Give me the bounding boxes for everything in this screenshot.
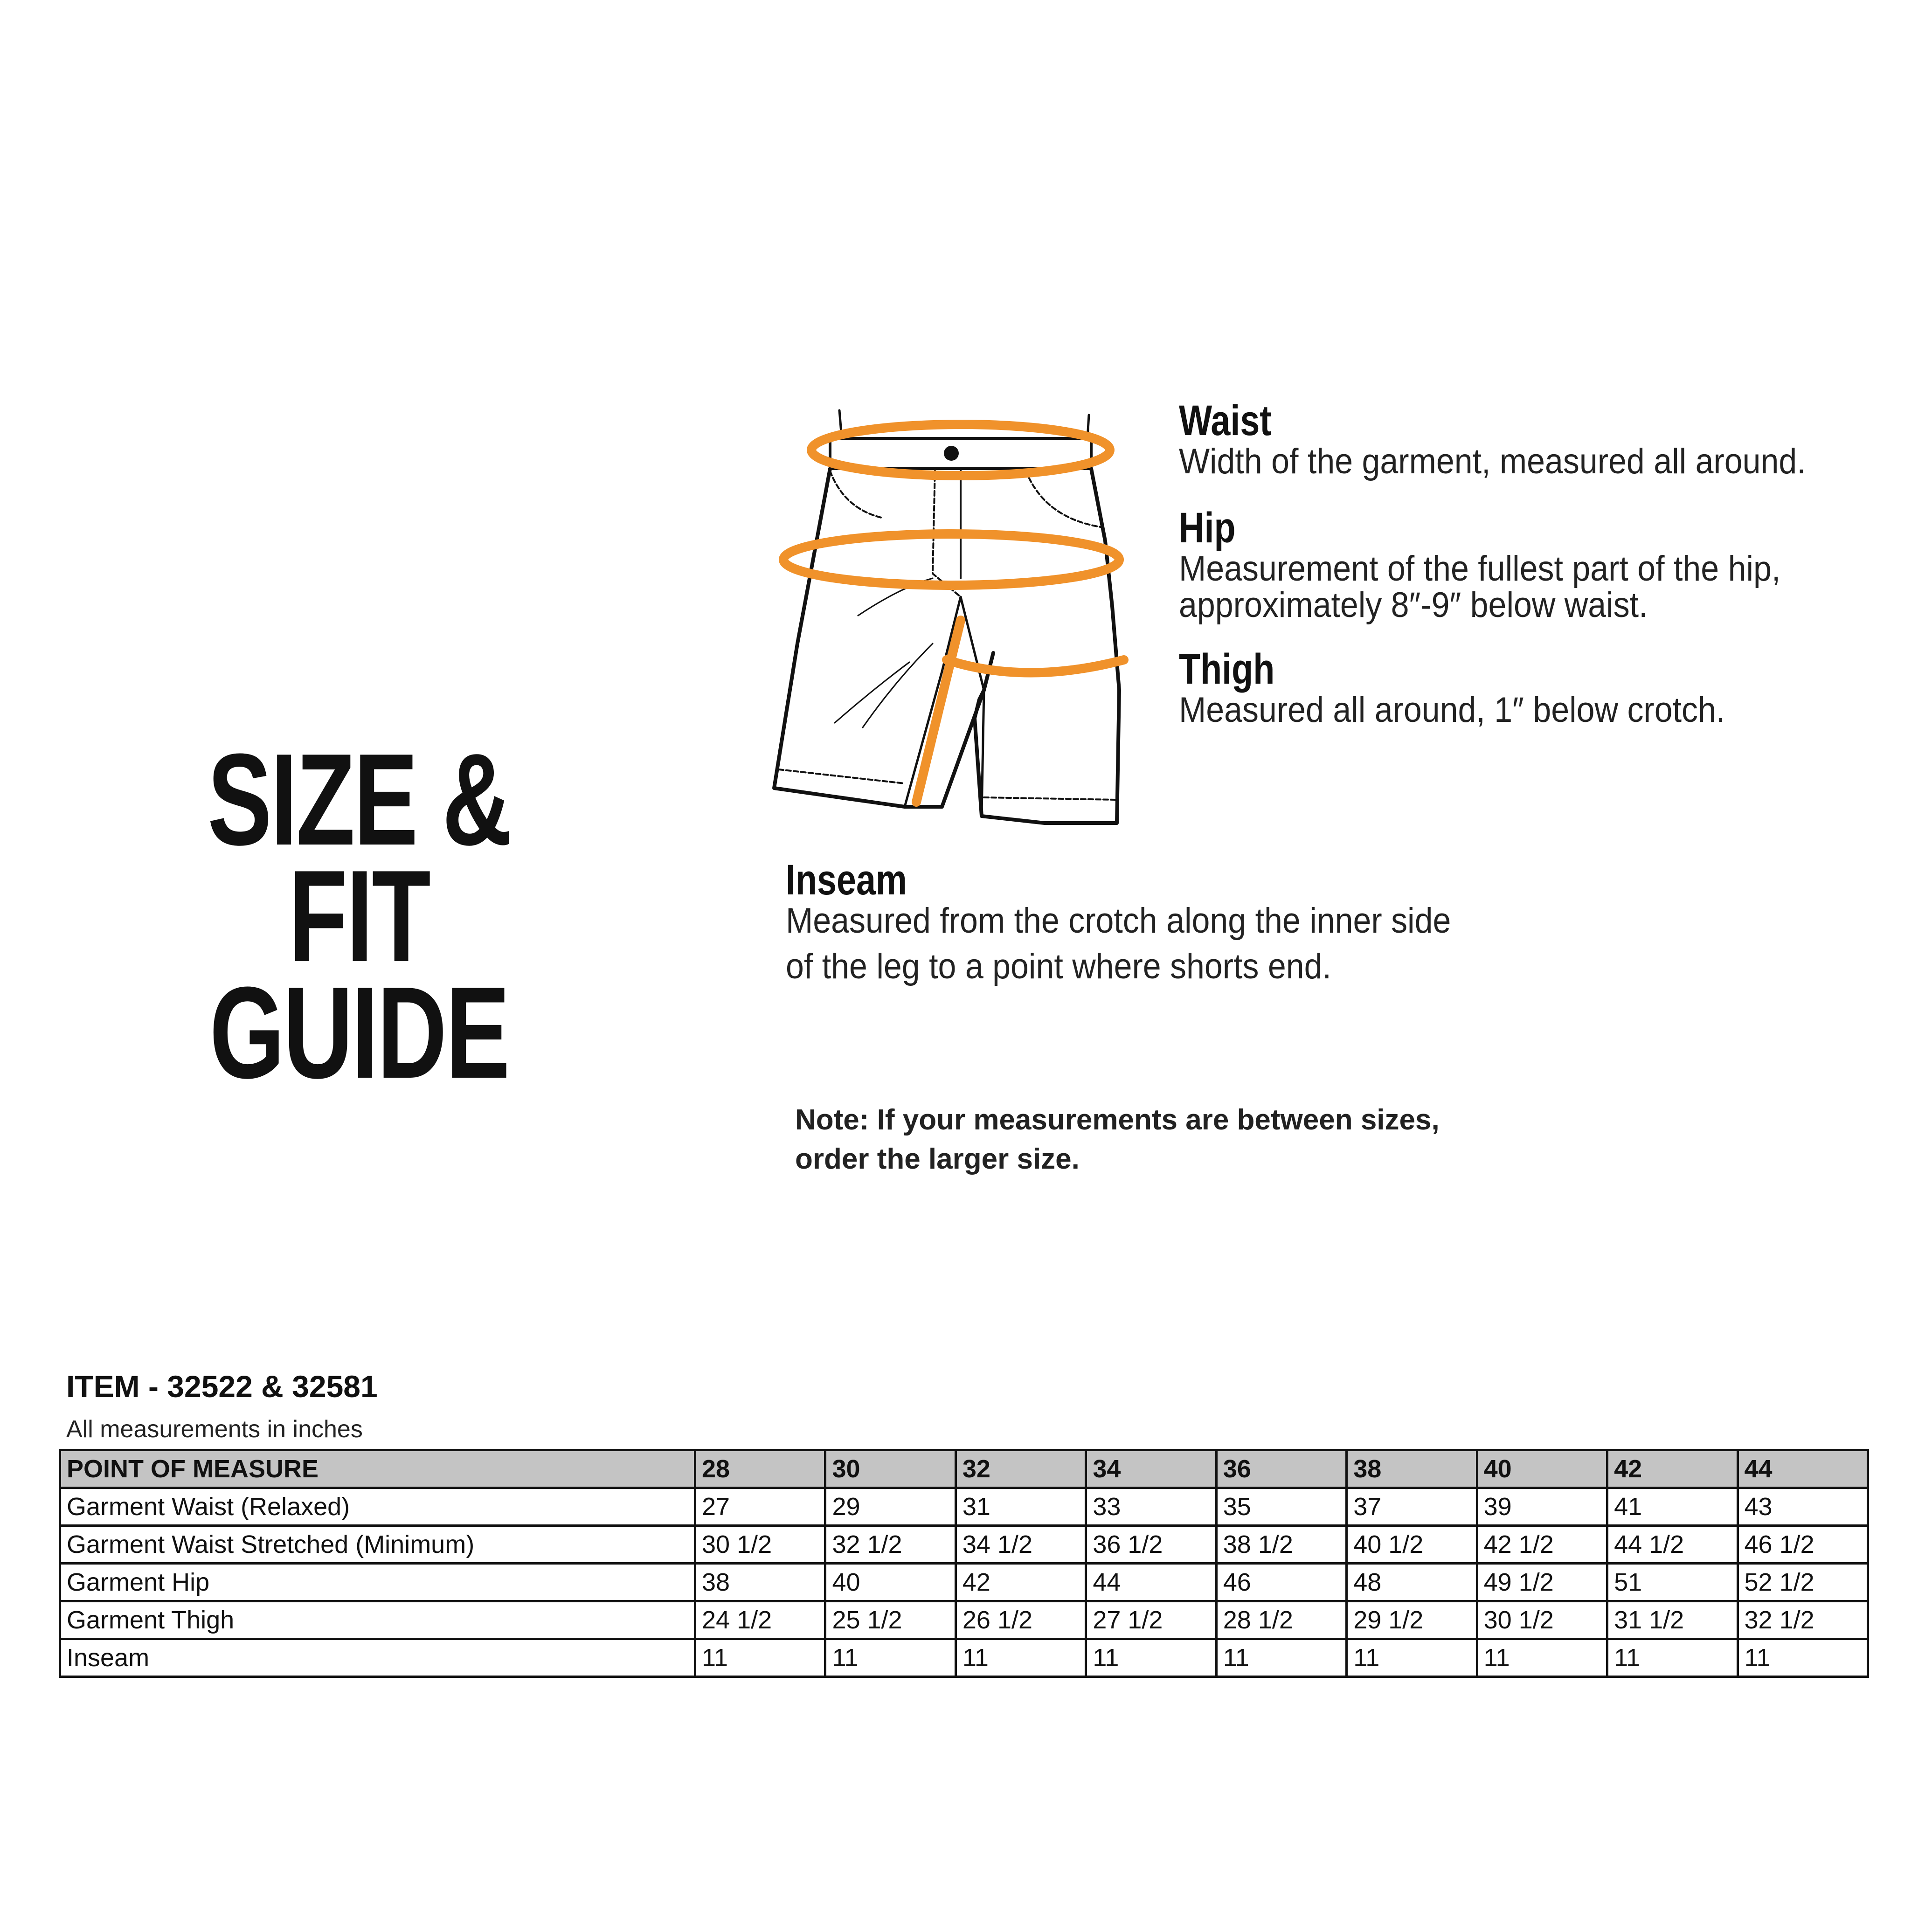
table-cell: Garment Thigh: [60, 1601, 695, 1639]
table-cell: 31 1/2: [1607, 1601, 1738, 1639]
table-cell: 42 1/2: [1477, 1526, 1607, 1564]
page-title-line-1: SIZE & FIT: [208, 727, 511, 989]
table-cell: 11: [1347, 1639, 1477, 1677]
table-cell: 29: [825, 1488, 956, 1526]
table-cell: 28 1/2: [1216, 1601, 1346, 1639]
table-cell: 48: [1347, 1564, 1477, 1601]
hip-description-line-1: Measurement of the fullest part of the hip,: [1179, 549, 1781, 589]
waist-description: Width of the garment, measured all around.: [1179, 442, 1806, 481]
column-header: 36: [1216, 1450, 1346, 1488]
table-cell: 40 1/2: [1347, 1526, 1477, 1564]
table-header-row: [60, 1450, 1868, 1488]
table-cell: 39: [1477, 1488, 1607, 1526]
hem-right: [984, 797, 1117, 800]
table-cell: 25 1/2: [825, 1601, 956, 1639]
pocket-right: [1026, 471, 1101, 527]
table-cell: 46 1/2: [1738, 1526, 1868, 1564]
table-cell: 32 1/2: [1738, 1601, 1868, 1639]
table-cell: 11: [1607, 1639, 1738, 1677]
column-header: 34: [1086, 1450, 1216, 1488]
page-title-line-2: GUIDE: [209, 960, 509, 1106]
table-row: [60, 1488, 1868, 1526]
hip-description-line-2: approximately 8″-9″ below waist.: [1179, 585, 1648, 625]
hip-guide: [783, 534, 1119, 585]
table-cell: 34 1/2: [956, 1526, 1086, 1564]
table-cell: 11: [695, 1639, 825, 1677]
table-cell: 11: [1738, 1639, 1868, 1677]
column-header: POINT OF MEASURE: [60, 1450, 695, 1488]
button-icon: [944, 446, 959, 461]
hem-left: [779, 769, 905, 783]
pocket-left: [830, 471, 881, 518]
table-cell: 36 1/2: [1086, 1526, 1216, 1564]
table-row: [60, 1564, 1868, 1601]
table-cell: 27 1/2: [1086, 1601, 1216, 1639]
table-cell: Garment Hip: [60, 1564, 695, 1601]
table-cell: Garment Waist Stretched (Minimum): [60, 1526, 695, 1564]
table-cell: 11: [1086, 1639, 1216, 1677]
table-cell: 46: [1216, 1564, 1346, 1601]
inseam-heading: Inseam: [786, 856, 907, 904]
shorts-outline: [774, 469, 1119, 823]
table-cell: 24 1/2: [695, 1601, 825, 1639]
thigh-guide: [947, 660, 1124, 673]
table-cell: 35: [1216, 1488, 1346, 1526]
column-header: 44: [1738, 1450, 1868, 1488]
table-cell: 44: [1086, 1564, 1216, 1601]
table-cell: 11: [825, 1639, 956, 1677]
sizing-note-line-2: order the larger size.: [795, 1143, 1080, 1175]
table-cell: 11: [1216, 1639, 1346, 1677]
table-row: [60, 1601, 1868, 1639]
table-cell: Garment Waist (Relaxed): [60, 1488, 695, 1526]
table-cell: 32 1/2: [825, 1526, 956, 1564]
waist-heading: Waist: [1179, 397, 1272, 444]
table-cell: 41: [1607, 1488, 1738, 1526]
size-chart-table: [59, 1449, 1869, 1678]
waistband-outline: [830, 438, 1091, 469]
column-header: 30: [825, 1450, 956, 1488]
table-cell: Inseam: [60, 1639, 695, 1677]
table-cell: 51: [1607, 1564, 1738, 1601]
table-cell: 37: [1347, 1488, 1477, 1526]
units-note: All measurements in inches: [66, 1416, 363, 1443]
table-cell: 30 1/2: [695, 1526, 825, 1564]
hip-heading: Hip: [1179, 504, 1236, 552]
table-cell: 33: [1086, 1488, 1216, 1526]
table-cell: 26 1/2: [956, 1601, 1086, 1639]
table-cell: 49 1/2: [1477, 1564, 1607, 1601]
thigh-description: Measured all around, 1″ below crotch.: [1179, 690, 1725, 730]
table-row: [60, 1639, 1868, 1677]
table-cell: 31: [956, 1488, 1086, 1526]
table-row: [60, 1526, 1868, 1564]
table-cell: 11: [956, 1639, 1086, 1677]
shorts-measurement-diagram-icon: [765, 401, 1138, 839]
fold-lines: [835, 578, 933, 727]
column-header: 42: [1607, 1450, 1738, 1488]
table-cell: 11: [1477, 1639, 1607, 1677]
inseam-description-line-2: of the leg to a point where shorts end.: [786, 947, 1331, 986]
table-cell: 27: [695, 1488, 825, 1526]
sizing-note: [795, 1101, 1440, 1179]
sizing-note-line-1: Note: If your measurements are between sizes,: [795, 1104, 1440, 1136]
table-cell: 30 1/2: [1477, 1601, 1607, 1639]
inseam-description-line-1: Measured from the crotch along the inner side: [786, 901, 1451, 941]
thigh-heading: Thigh: [1179, 645, 1275, 693]
table-cell: 44 1/2: [1607, 1526, 1738, 1564]
table-cell: 52 1/2: [1738, 1564, 1868, 1601]
table-cell: 29 1/2: [1347, 1601, 1477, 1639]
column-header: 40: [1477, 1450, 1607, 1488]
item-title: ITEM - 32522 & 32581: [66, 1369, 378, 1404]
page-title: [180, 727, 539, 1106]
table-cell: 38 1/2: [1216, 1526, 1346, 1564]
table-cell: 40: [825, 1564, 956, 1601]
column-header: 38: [1347, 1450, 1477, 1488]
table-cell: 43: [1738, 1488, 1868, 1526]
column-header: 32: [956, 1450, 1086, 1488]
column-header: 28: [695, 1450, 825, 1488]
table-cell: 38: [695, 1564, 825, 1601]
table-cell: 42: [956, 1564, 1086, 1601]
